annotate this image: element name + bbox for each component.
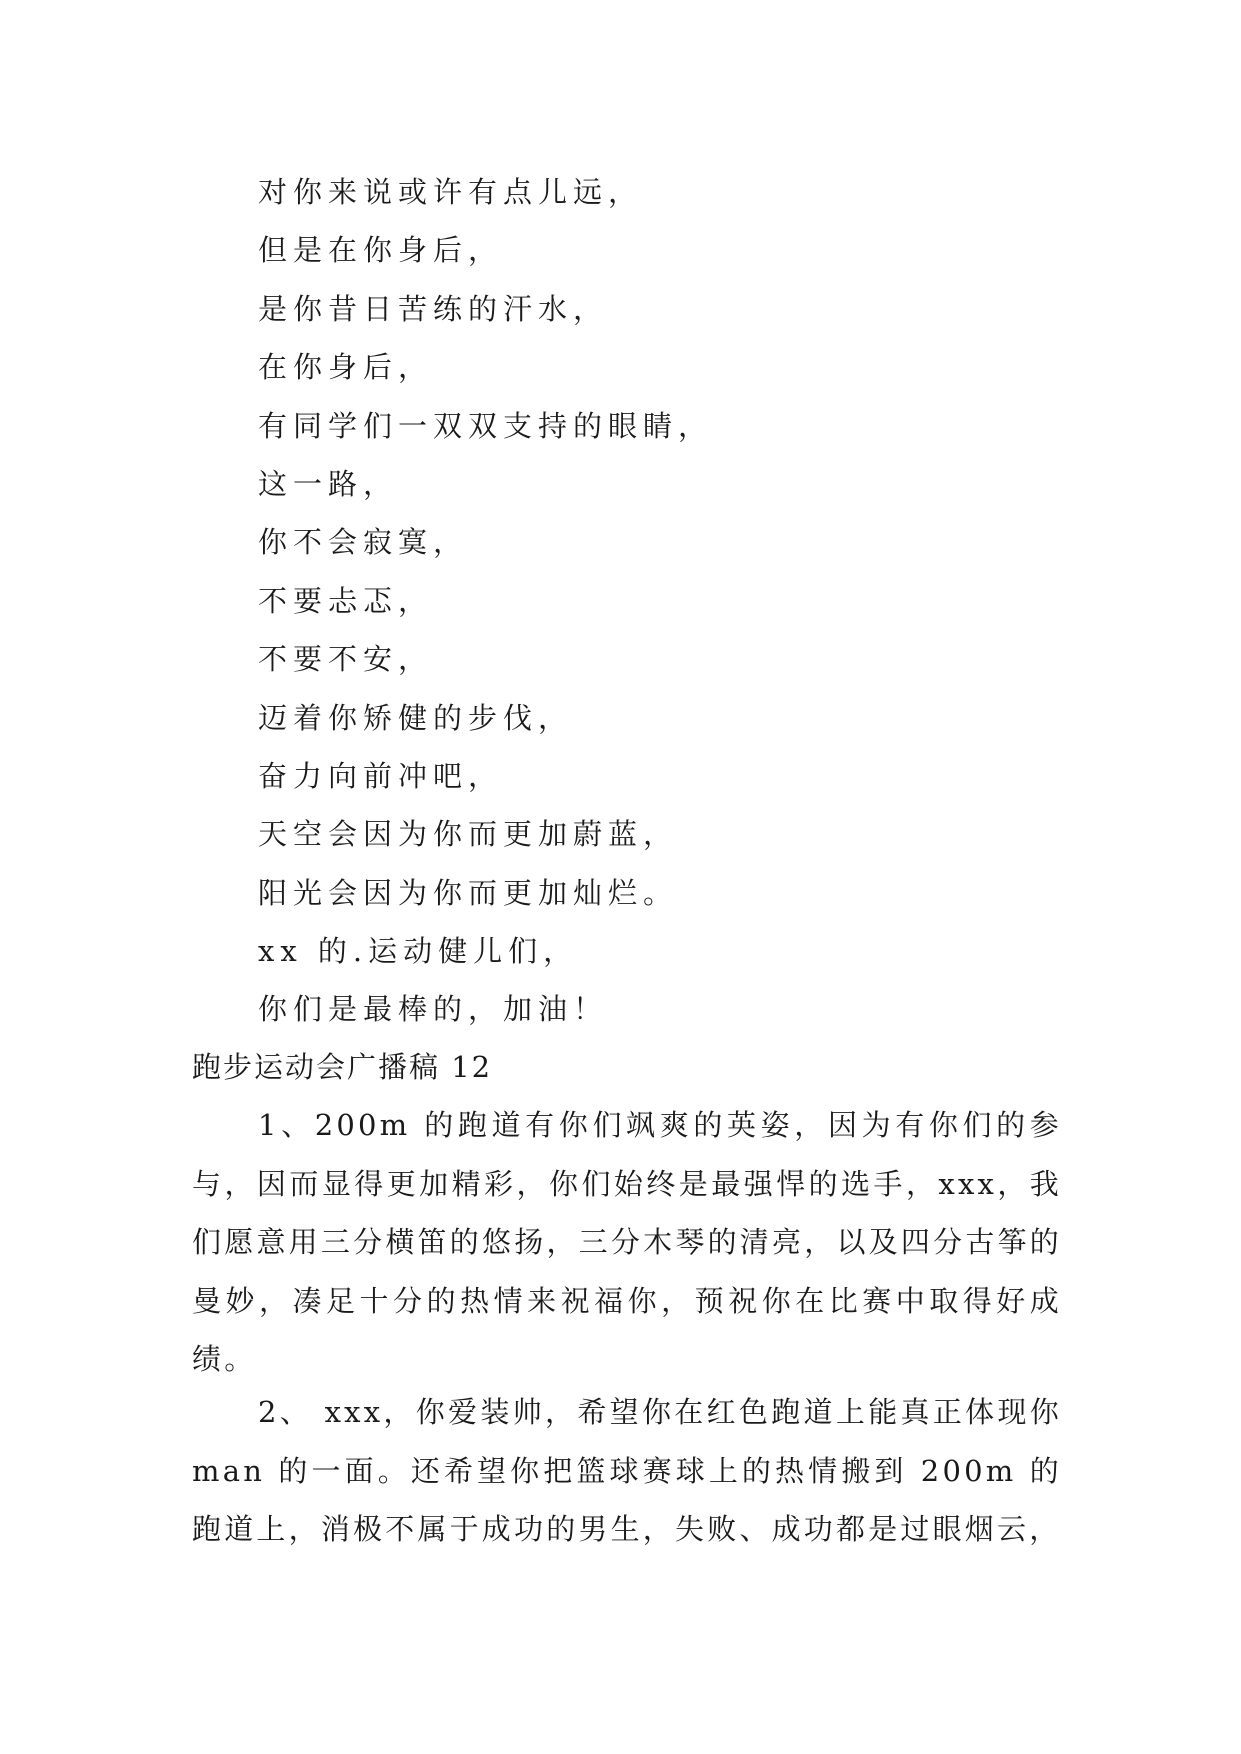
poem bbox=[258, 163, 713, 1039]
poem-line: 对你来说或许有点儿远， bbox=[258, 175, 644, 209]
poem-line: 不要忐忑， bbox=[258, 583, 434, 618]
poem-line: 但是在你身后， bbox=[258, 233, 504, 268]
paragraph: 2、 xxx，你爱装帅，希望你在红色跑道上能真正体现你 man 的一面。还希望你把篮球赛球上的热情搬到 200m 的跑道上，消极不属于成功的男生，失败、成功都是过眼烟云， bbox=[192, 1395, 1062, 1546]
poem-line: 奋力向前冲吧， bbox=[258, 758, 504, 793]
paragraph: 1、200m 的跑道有你们飒爽的英姿，因为有你们的参与，因而显得更加精彩，你们始终是最强悍的选手，xxx，我们愿意用三分横笛的悠扬，三分木琴的清亮，以及四分古筝的曼妙，凑足十分的热情来祝福你，预祝你在比赛中取得好成绩。 bbox=[192, 1108, 1062, 1376]
poem-line: xx 的.运动健儿们， bbox=[258, 934, 579, 969]
poem-line: 有同学们一双双支持的眼睛， bbox=[258, 408, 714, 443]
poem-line: 这一路， bbox=[258, 466, 399, 501]
poem-line: 你们是最棒的，加油！ bbox=[258, 992, 609, 1027]
poem-line: 阳光会因为你而更加灿烂。 bbox=[258, 875, 679, 910]
poem-line: 你不会寂寞， bbox=[258, 525, 469, 560]
section-heading: 跑步运动会广播稿 12 bbox=[192, 1050, 493, 1084]
poem-line: 天空会因为你而更加蔚蓝， bbox=[258, 817, 679, 852]
poem-line: 在你身后， bbox=[258, 350, 434, 385]
poem-line: 不要不安， bbox=[258, 642, 434, 677]
poem-line: 迈着你矫健的步伐， bbox=[258, 700, 574, 735]
poem-line: 是你昔日苦练的汗水， bbox=[258, 291, 609, 326]
